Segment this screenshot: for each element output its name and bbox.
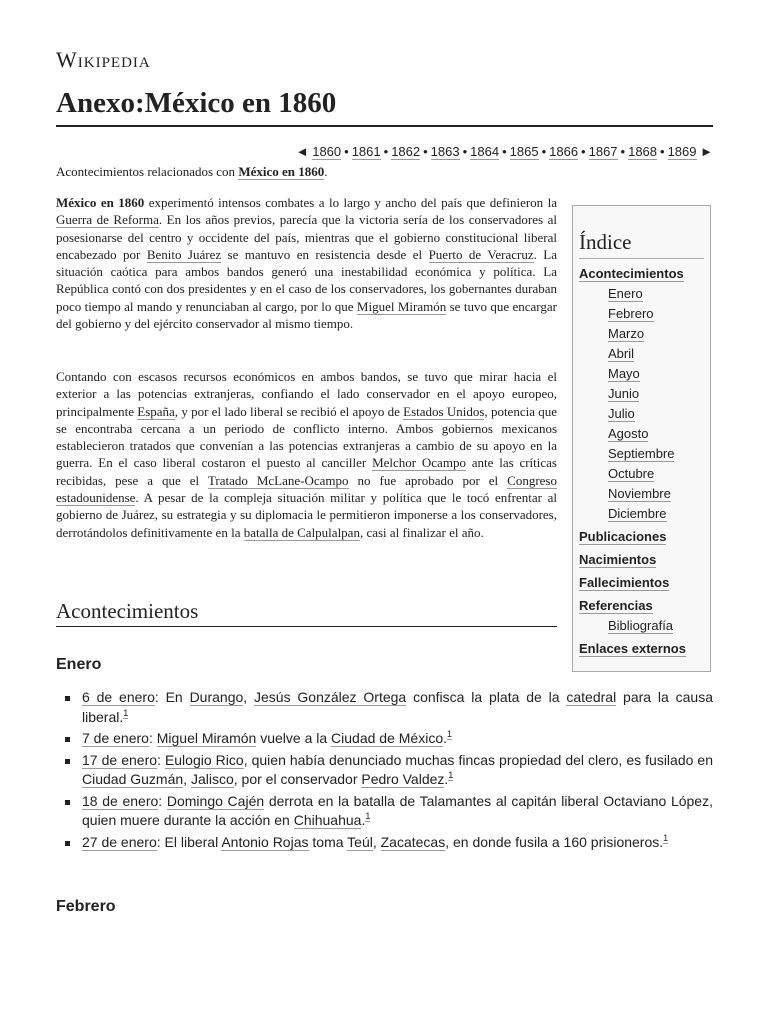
year-link-1868[interactable]: 1868 <box>628 144 658 159</box>
toc-item-publicaciones[interactable] <box>579 529 704 545</box>
year-link-1863[interactable]: 1863 <box>430 144 460 159</box>
intro-paragraph-2 <box>56 368 557 541</box>
toc-item-mayo[interactable] <box>608 366 704 382</box>
inline-link[interactable]: Estados Unidos <box>403 403 485 419</box>
year-separator: • <box>502 144 507 159</box>
section-heading-acontecimientos: Acontecimientos <box>56 599 199 623</box>
bullet-icon <box>65 759 70 764</box>
inline-link[interactable]: 6 de enero <box>82 689 155 705</box>
list-item <box>56 833 713 853</box>
text-run: : En <box>154 689 190 705</box>
toc-item-acontecimientos[interactable] <box>579 266 704 282</box>
toc-item-label: Bibliografía <box>608 618 674 633</box>
text-run: experimentó intensos combates a lo largo y ancho del país que definieron la <box>144 195 558 210</box>
text-run: , <box>372 833 381 850</box>
toc-item-label: Septiembre <box>608 446 675 461</box>
text-run: . La situación caótica para ambos bandos generó una inestabilidad económica y política. La República contó con dos presidentes y en el caso de los conservadores, los gobernantes duraban poco tiempo al mando y renunciaban al cargo, por lo que <box>56 246 557 314</box>
toc-item-fallecimientos[interactable] <box>579 575 704 591</box>
list-item <box>56 688 713 727</box>
year-navigation <box>296 144 713 159</box>
year-link-1862[interactable]: 1862 <box>391 144 421 159</box>
related-link[interactable]: México en 1860 <box>238 164 325 179</box>
inline-link[interactable]: 18 de enero <box>82 792 159 809</box>
toc-item-agosto[interactable] <box>608 426 704 442</box>
text-run: , y por el lado liberal se recibió el apoyo de <box>174 403 404 419</box>
toc-item-label: Acontecimientos <box>579 266 684 281</box>
toc-item-label: Mayo <box>608 366 640 381</box>
toc-item-label: Octubre <box>608 466 655 481</box>
toc-item-label: Diciembre <box>608 506 667 521</box>
toc-item-junio[interactable] <box>608 386 704 402</box>
text-run: , casi al finalizar el año. <box>359 524 484 540</box>
text-run: . <box>444 771 449 787</box>
toc-item-label: Enlaces externos <box>579 641 686 656</box>
reference-link[interactable]: 1 <box>365 811 371 822</box>
subsection-heading-febrero: Febrero <box>56 898 116 915</box>
inline-link[interactable]: Ciudad Guzmán <box>82 771 184 787</box>
next-arrow-icon[interactable]: ► <box>700 144 713 159</box>
reference-link[interactable]: 1 <box>448 770 454 781</box>
text-run: : <box>157 751 165 768</box>
year-separator: • <box>581 144 586 159</box>
bullet-icon <box>65 737 70 742</box>
year-link-1861[interactable]: 1861 <box>351 144 381 159</box>
toc-item-septiembre[interactable] <box>608 446 704 462</box>
year-link-1866[interactable]: 1866 <box>549 144 579 159</box>
list-item <box>56 751 713 790</box>
toc-item-julio[interactable] <box>608 406 704 422</box>
year-separator: • <box>541 144 547 159</box>
text-run: . En los años previos, parecía que la victoria sería de los conservadores al posesionarse del centro y occidente del país, mientras que el gobierno constitucional liberal encabezado por <box>56 212 557 262</box>
toc-item-label: Julio <box>608 406 635 421</box>
text-run: : El liberal <box>156 833 222 850</box>
related-events-line <box>56 164 327 180</box>
inline-link[interactable]: 7 de enero <box>82 730 149 746</box>
toc-item-label: Abril <box>608 346 635 361</box>
bullet-icon <box>65 800 70 805</box>
bullet-icon <box>65 841 70 846</box>
text-run: . A pesar de la compleja situación militar y política que le tocó enfrentar al gobierno de Juárez, su estrategia y su diplomacia le permitieron imponerse a los conservadores, derrotándolos definitivamente en la <box>56 490 557 540</box>
toc-item-label: Noviembre <box>608 486 671 501</box>
subsection-heading-enero: Enero <box>56 656 102 673</box>
page-title: Anexo:México en 1860 <box>56 87 337 119</box>
text-run: . <box>443 730 447 746</box>
inline-link[interactable]: batalla de Calpulalpan <box>243 524 360 540</box>
inline-link[interactable]: Teúl <box>347 833 373 850</box>
inline-link[interactable]: Durango <box>189 689 244 705</box>
toc-item-label: Nacimientos <box>579 552 657 567</box>
text-run: confisca la plata de la <box>406 689 567 705</box>
toc-item-label: Fallecimientos <box>579 575 670 590</box>
toc-item-label: Referencias <box>579 598 653 613</box>
year-separator: • <box>423 144 428 159</box>
text-run: toma <box>308 833 348 850</box>
year-separator: • <box>660 144 665 159</box>
inline-link[interactable]: Ciudad de México <box>331 730 444 746</box>
text-run: : <box>158 792 167 809</box>
inline-link[interactable]: Tratado McLane-Ocampo <box>207 472 349 488</box>
related-prefix: Acontecimientos relacionados con <box>56 164 239 179</box>
title-divider <box>56 125 713 127</box>
inline-link[interactable]: Chihuahua <box>293 812 362 828</box>
toc-item-label: Febrero <box>608 306 654 321</box>
text-run: . <box>361 812 366 828</box>
text-run: se tuvo que encargar del gobierno y del ejército conservador al mismo tiempo. <box>56 298 557 332</box>
events-list <box>56 688 713 854</box>
intro-paragraph-1 <box>56 194 557 332</box>
year-separator: • <box>383 144 389 159</box>
text-run: Contando con escasos recursos económicos en ambos bandos, se tuvo que mirar hacia el exterior a las potencias extranjeras, confiando el lado conservador en el apoyo europeo, principalmente <box>56 369 557 419</box>
toc-item-noviembre[interactable] <box>608 486 704 502</box>
reference-link[interactable]: 1 <box>123 707 129 718</box>
prev-arrow-icon[interactable]: ◄ <box>295 144 309 159</box>
toc-item-enero[interactable] <box>608 286 704 302</box>
inline-link[interactable]: España <box>137 403 175 419</box>
wikipedia-logo-text[interactable]: Wikipedia <box>56 47 151 72</box>
toc-item-abril[interactable] <box>608 346 704 362</box>
toc-item-label: Marzo <box>608 326 645 341</box>
year-link-1867[interactable]: 1867 <box>588 144 618 159</box>
inline-link[interactable]: Guerra de Reforma <box>56 212 159 228</box>
toc-item-label: Publicaciones <box>579 529 667 544</box>
year-link-1865[interactable]: 1865 <box>509 144 539 159</box>
inline-link[interactable]: Jalisco <box>190 771 234 787</box>
section-divider <box>56 626 557 627</box>
toc-item-febrero[interactable] <box>608 306 704 322</box>
text-run: no fue aprobado por el <box>348 472 508 488</box>
toc-list <box>579 266 704 657</box>
text-run: , <box>243 689 254 705</box>
reference-link[interactable]: 1 <box>663 832 669 843</box>
text-run: vuelve a la <box>256 730 332 746</box>
inline-link[interactable]: Domingo Cajén <box>166 792 265 809</box>
year-link-1869[interactable]: 1869 <box>667 144 697 159</box>
inline-link[interactable]: Miguel Miramón <box>156 730 257 746</box>
inline-link[interactable]: catedral <box>566 689 617 705</box>
toc-item-referencias[interactable] <box>579 598 704 614</box>
related-suffix: . <box>324 164 328 179</box>
toc-item-label: Enero <box>608 286 643 301</box>
inline-link[interactable]: Melchor Ocampo <box>372 455 466 471</box>
toc-heading: Índice <box>579 230 704 259</box>
text-run: derrota en la batalla de Talamantes al capitán liberal Octaviano López, quien muere durante la acción en <box>82 792 713 828</box>
text-run: : <box>148 730 157 746</box>
year-links <box>312 144 700 159</box>
year-separator: • <box>620 144 626 159</box>
inline-link[interactable]: Zacatecas <box>380 833 446 850</box>
inline-link[interactable]: Eulogio Rico <box>164 751 244 768</box>
text-run: , por el conservador <box>233 771 362 787</box>
toc-item-octubre[interactable] <box>608 466 704 482</box>
text-run: se mantuvo en resistencia desde el <box>221 246 429 262</box>
bold-term: México en 1860 <box>56 195 145 210</box>
year-separator: • <box>344 144 349 159</box>
toc-item-label: Agosto <box>608 426 649 441</box>
text-run: , <box>183 771 191 787</box>
inline-link[interactable]: Jesús González Ortega <box>254 689 407 705</box>
text-run: , potencia que se encontraba cercana a un periodo de conflicto interno. Ambos gobiernos mexicanos establecieron tratados que convenían a las potencias extranjeras a cambio de su apoyo en la guerra. En el caso liberal costaron el puesto al canciller <box>56 403 558 471</box>
year-separator: • <box>462 144 468 159</box>
table-of-contents <box>572 205 711 672</box>
toc-item-nacimientos[interactable] <box>579 552 704 568</box>
toc-item-enlaces-externos[interactable] <box>579 641 704 657</box>
inline-link[interactable]: Puerto de Veracruz <box>428 246 534 262</box>
text-run: , quien había denunciado muchas fincas propiedad del clero, es fusilado en <box>243 751 713 768</box>
toc-item-marzo[interactable] <box>608 326 704 342</box>
toc-item-bibliografía[interactable] <box>608 618 704 634</box>
inline-link[interactable]: 27 de enero <box>82 833 157 850</box>
text-run: ante las críticas recibidas, pese a que el <box>56 455 557 488</box>
year-link-1864[interactable]: 1864 <box>470 144 500 159</box>
text-run: para la causa liberal. <box>82 689 713 725</box>
list-item <box>56 792 713 831</box>
inline-link[interactable]: Miguel Miramón <box>356 298 447 314</box>
inline-link[interactable]: Antonio Rojas <box>221 833 309 850</box>
inline-link[interactable]: Benito Juárez <box>146 246 222 262</box>
toc-item-label: Junio <box>608 386 640 401</box>
inline-link[interactable]: Congreso estadounidense <box>56 472 557 506</box>
text-run: , en donde fusila a 160 prisioneros. <box>445 833 664 850</box>
bullet-icon <box>65 696 70 701</box>
inline-link[interactable]: Pedro Valdez <box>361 771 445 787</box>
list-item <box>56 729 713 749</box>
year-link-1860[interactable]: 1860 <box>312 144 342 159</box>
reference-link[interactable]: 1 <box>447 729 453 740</box>
toc-item-diciembre[interactable] <box>608 506 704 522</box>
inline-link[interactable]: 17 de enero <box>82 751 158 768</box>
